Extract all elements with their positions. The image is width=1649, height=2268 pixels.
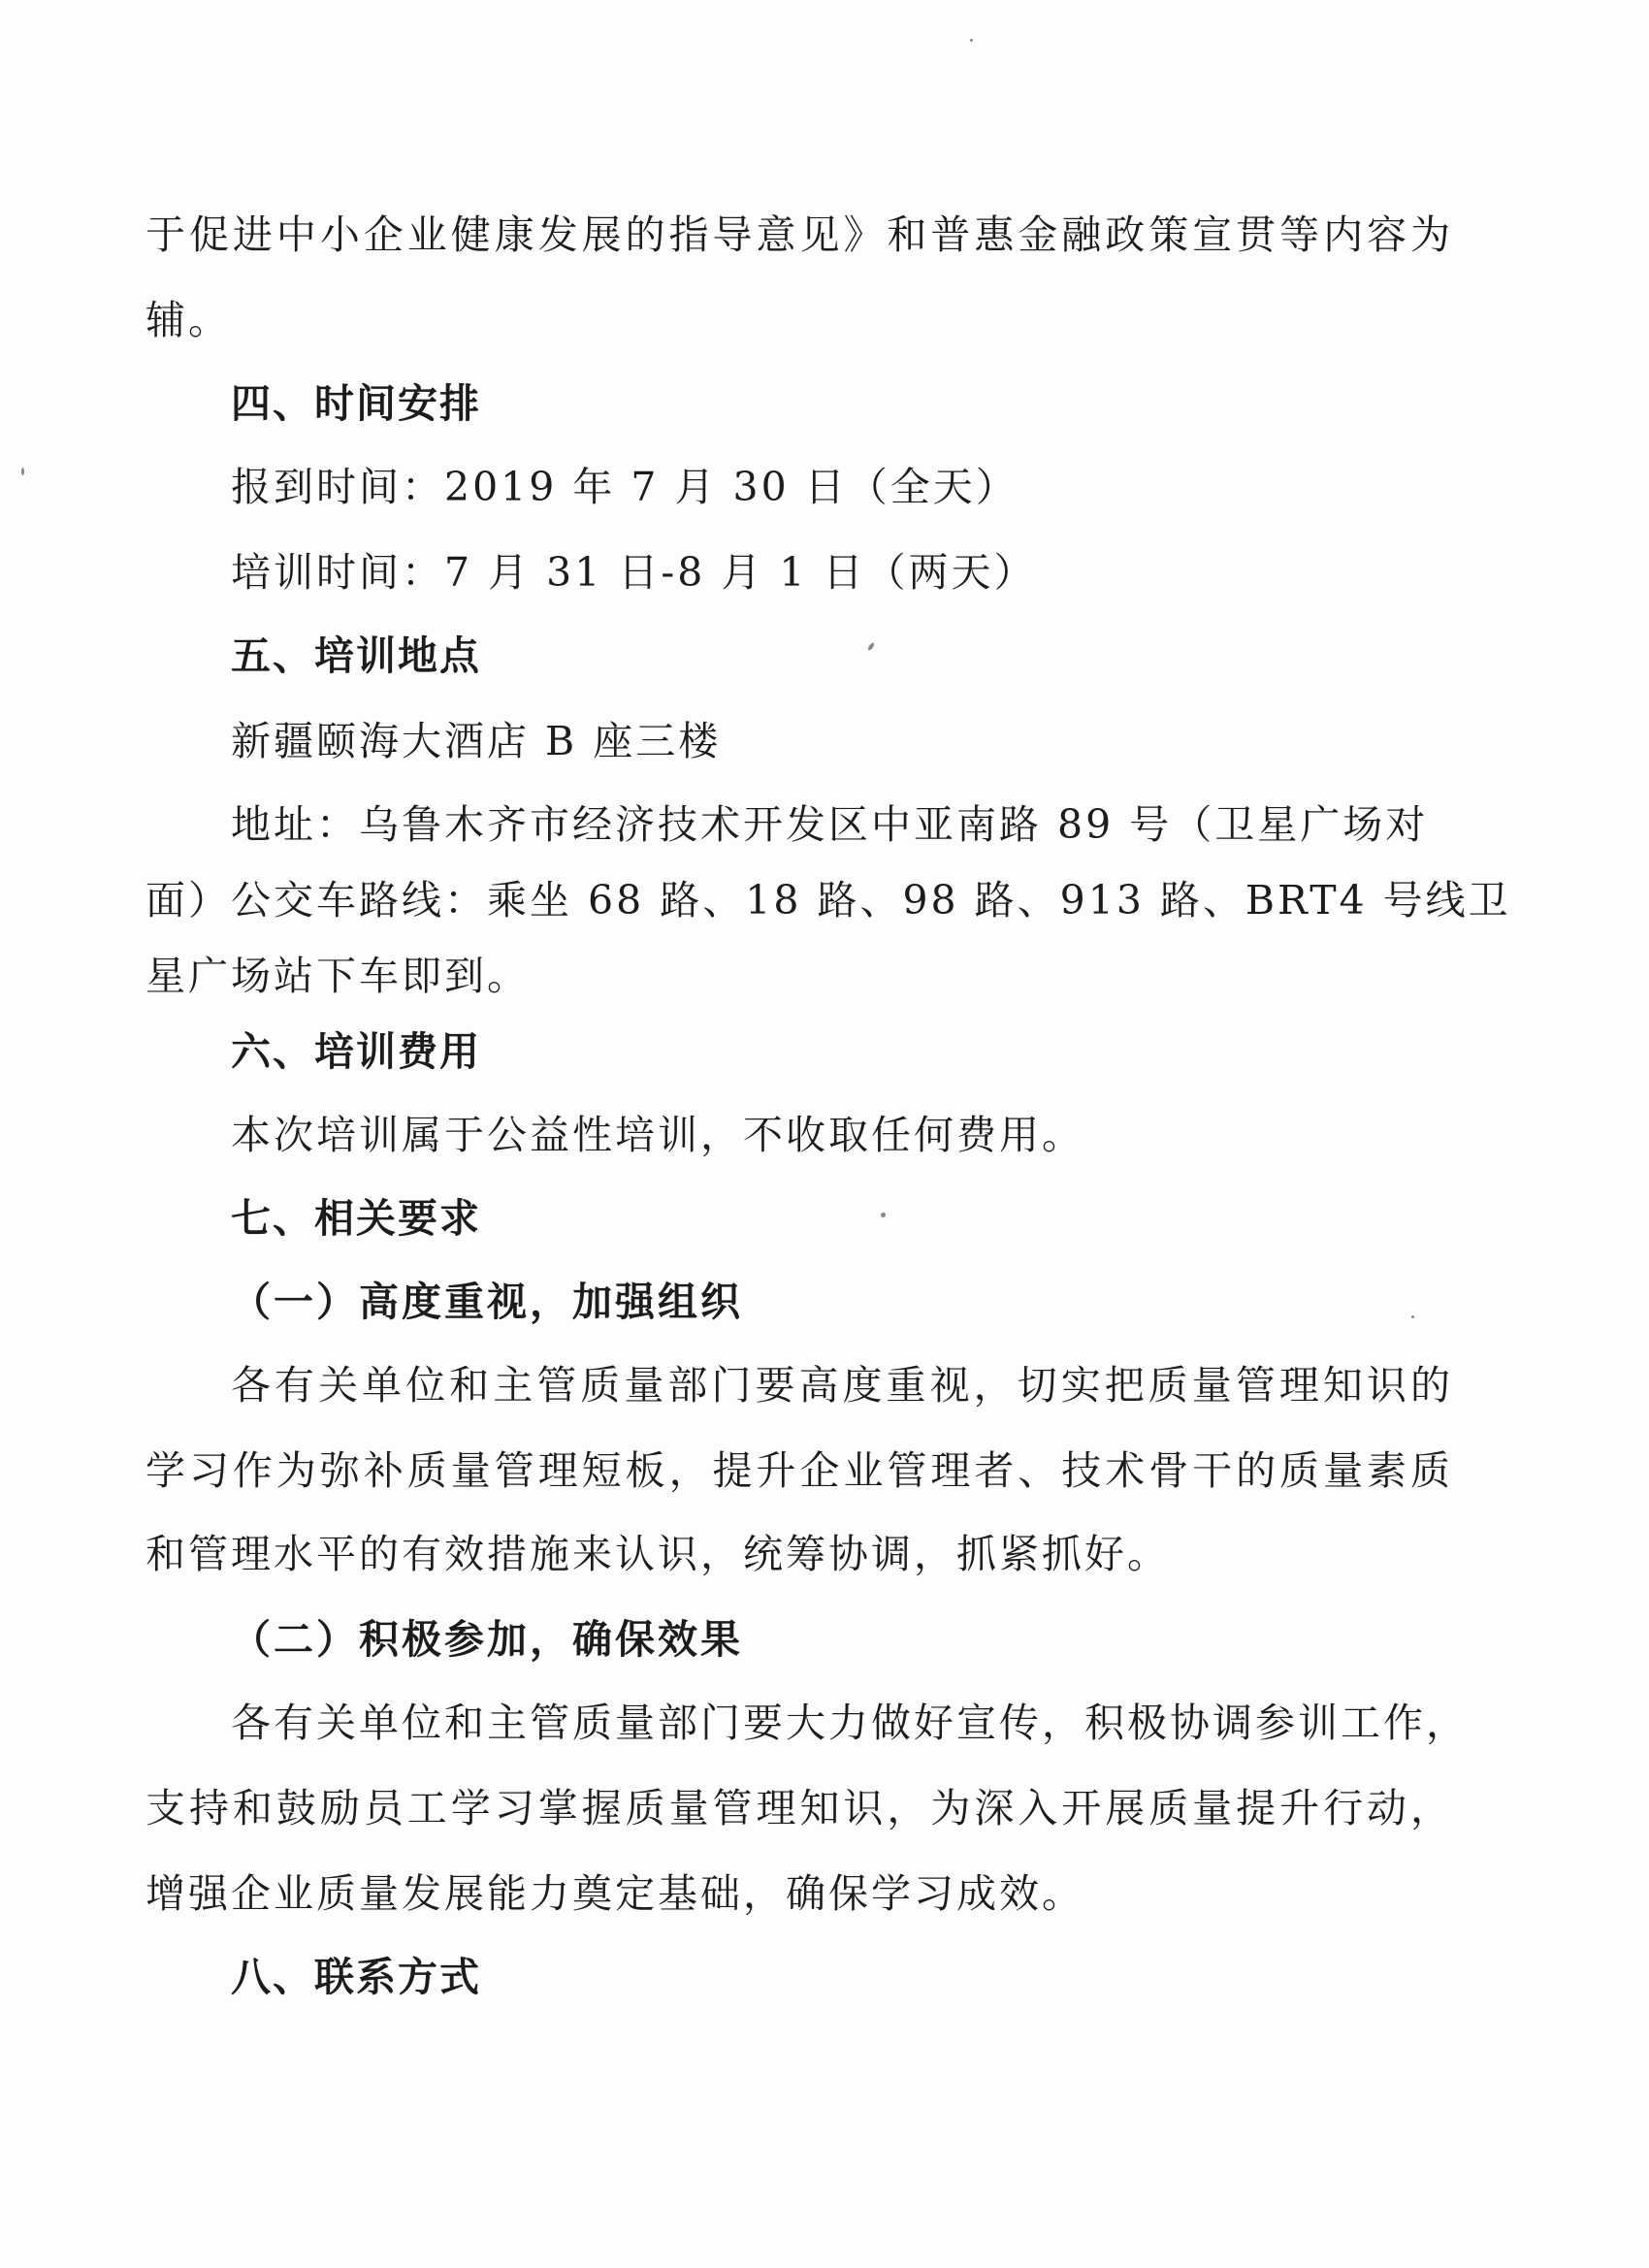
scan-speck: [21, 468, 24, 475]
section-6-heading: 六、培训费用: [231, 1028, 481, 1075]
address-line-2: 面）公交车路线：乘坐 68 路、18 路、98 路、913 路、BRT4 号线卫: [146, 877, 1511, 923]
subsection-1-line-1: 各有关单位和主管质量部门要高度重视，切实把质量管理知识的: [231, 1362, 1453, 1409]
subsection-1-line-3: 和管理水平的有效措施来认识，统筹协调，抓紧抓好。: [146, 1531, 1170, 1577]
scan-speck: [1411, 1315, 1414, 1318]
section-8-heading: 八、联系方式: [231, 1954, 481, 2000]
section-4-heading: 四、时间安排: [231, 380, 481, 427]
subsection-2-heading: （二）积极参加，确保效果: [231, 1616, 743, 1663]
training-fee-text: 本次培训属于公益性培训，不收取任何费用。: [231, 1112, 1084, 1158]
address-line-3: 星广场站下车即到。: [146, 953, 530, 999]
subsection-2-line-2: 支持和鼓励员工学习掌握质量管理知识，为深入开展质量提升行动，: [146, 1785, 1453, 1831]
subsection-2-line-3: 增强企业质量发展能力奠定基础，确保学习成效。: [146, 1870, 1084, 1917]
registration-time: 报到时间：2019 年 7 月 30 日（全天）: [231, 464, 1018, 510]
paragraph-continuation-line-2: 辅。: [146, 297, 231, 343]
address-line-1: 地址：乌鲁木齐市经济技术开发区中亚南路 89 号（卫星广场对: [231, 801, 1429, 848]
training-venue: 新疆颐海大酒店 B 座三楼: [231, 718, 722, 764]
subsection-1-line-2: 学习作为弥补质量管理短板，提升企业管理者、技术骨干的质量素质: [146, 1447, 1453, 1494]
scan-speck: [881, 1213, 886, 1217]
training-time: 培训时间：7 月 31 日-8 月 1 日（两天）: [231, 549, 1037, 596]
section-7-heading: 七、相关要求: [231, 1195, 481, 1242]
scan-speck: [970, 39, 973, 42]
paragraph-continuation-line-1: 于促进中小企业健康发展的指导意见》和普惠金融政策宣贯等内容为: [146, 211, 1453, 258]
subsection-1-heading: （一）高度重视，加强组织: [231, 1279, 743, 1325]
subsection-2-line-1: 各有关单位和主管质量部门要大力做好宣传，积极协调参训工作，: [231, 1700, 1469, 1746]
scan-speck: [867, 642, 875, 652]
section-5-heading: 五、培训地点: [231, 632, 481, 679]
